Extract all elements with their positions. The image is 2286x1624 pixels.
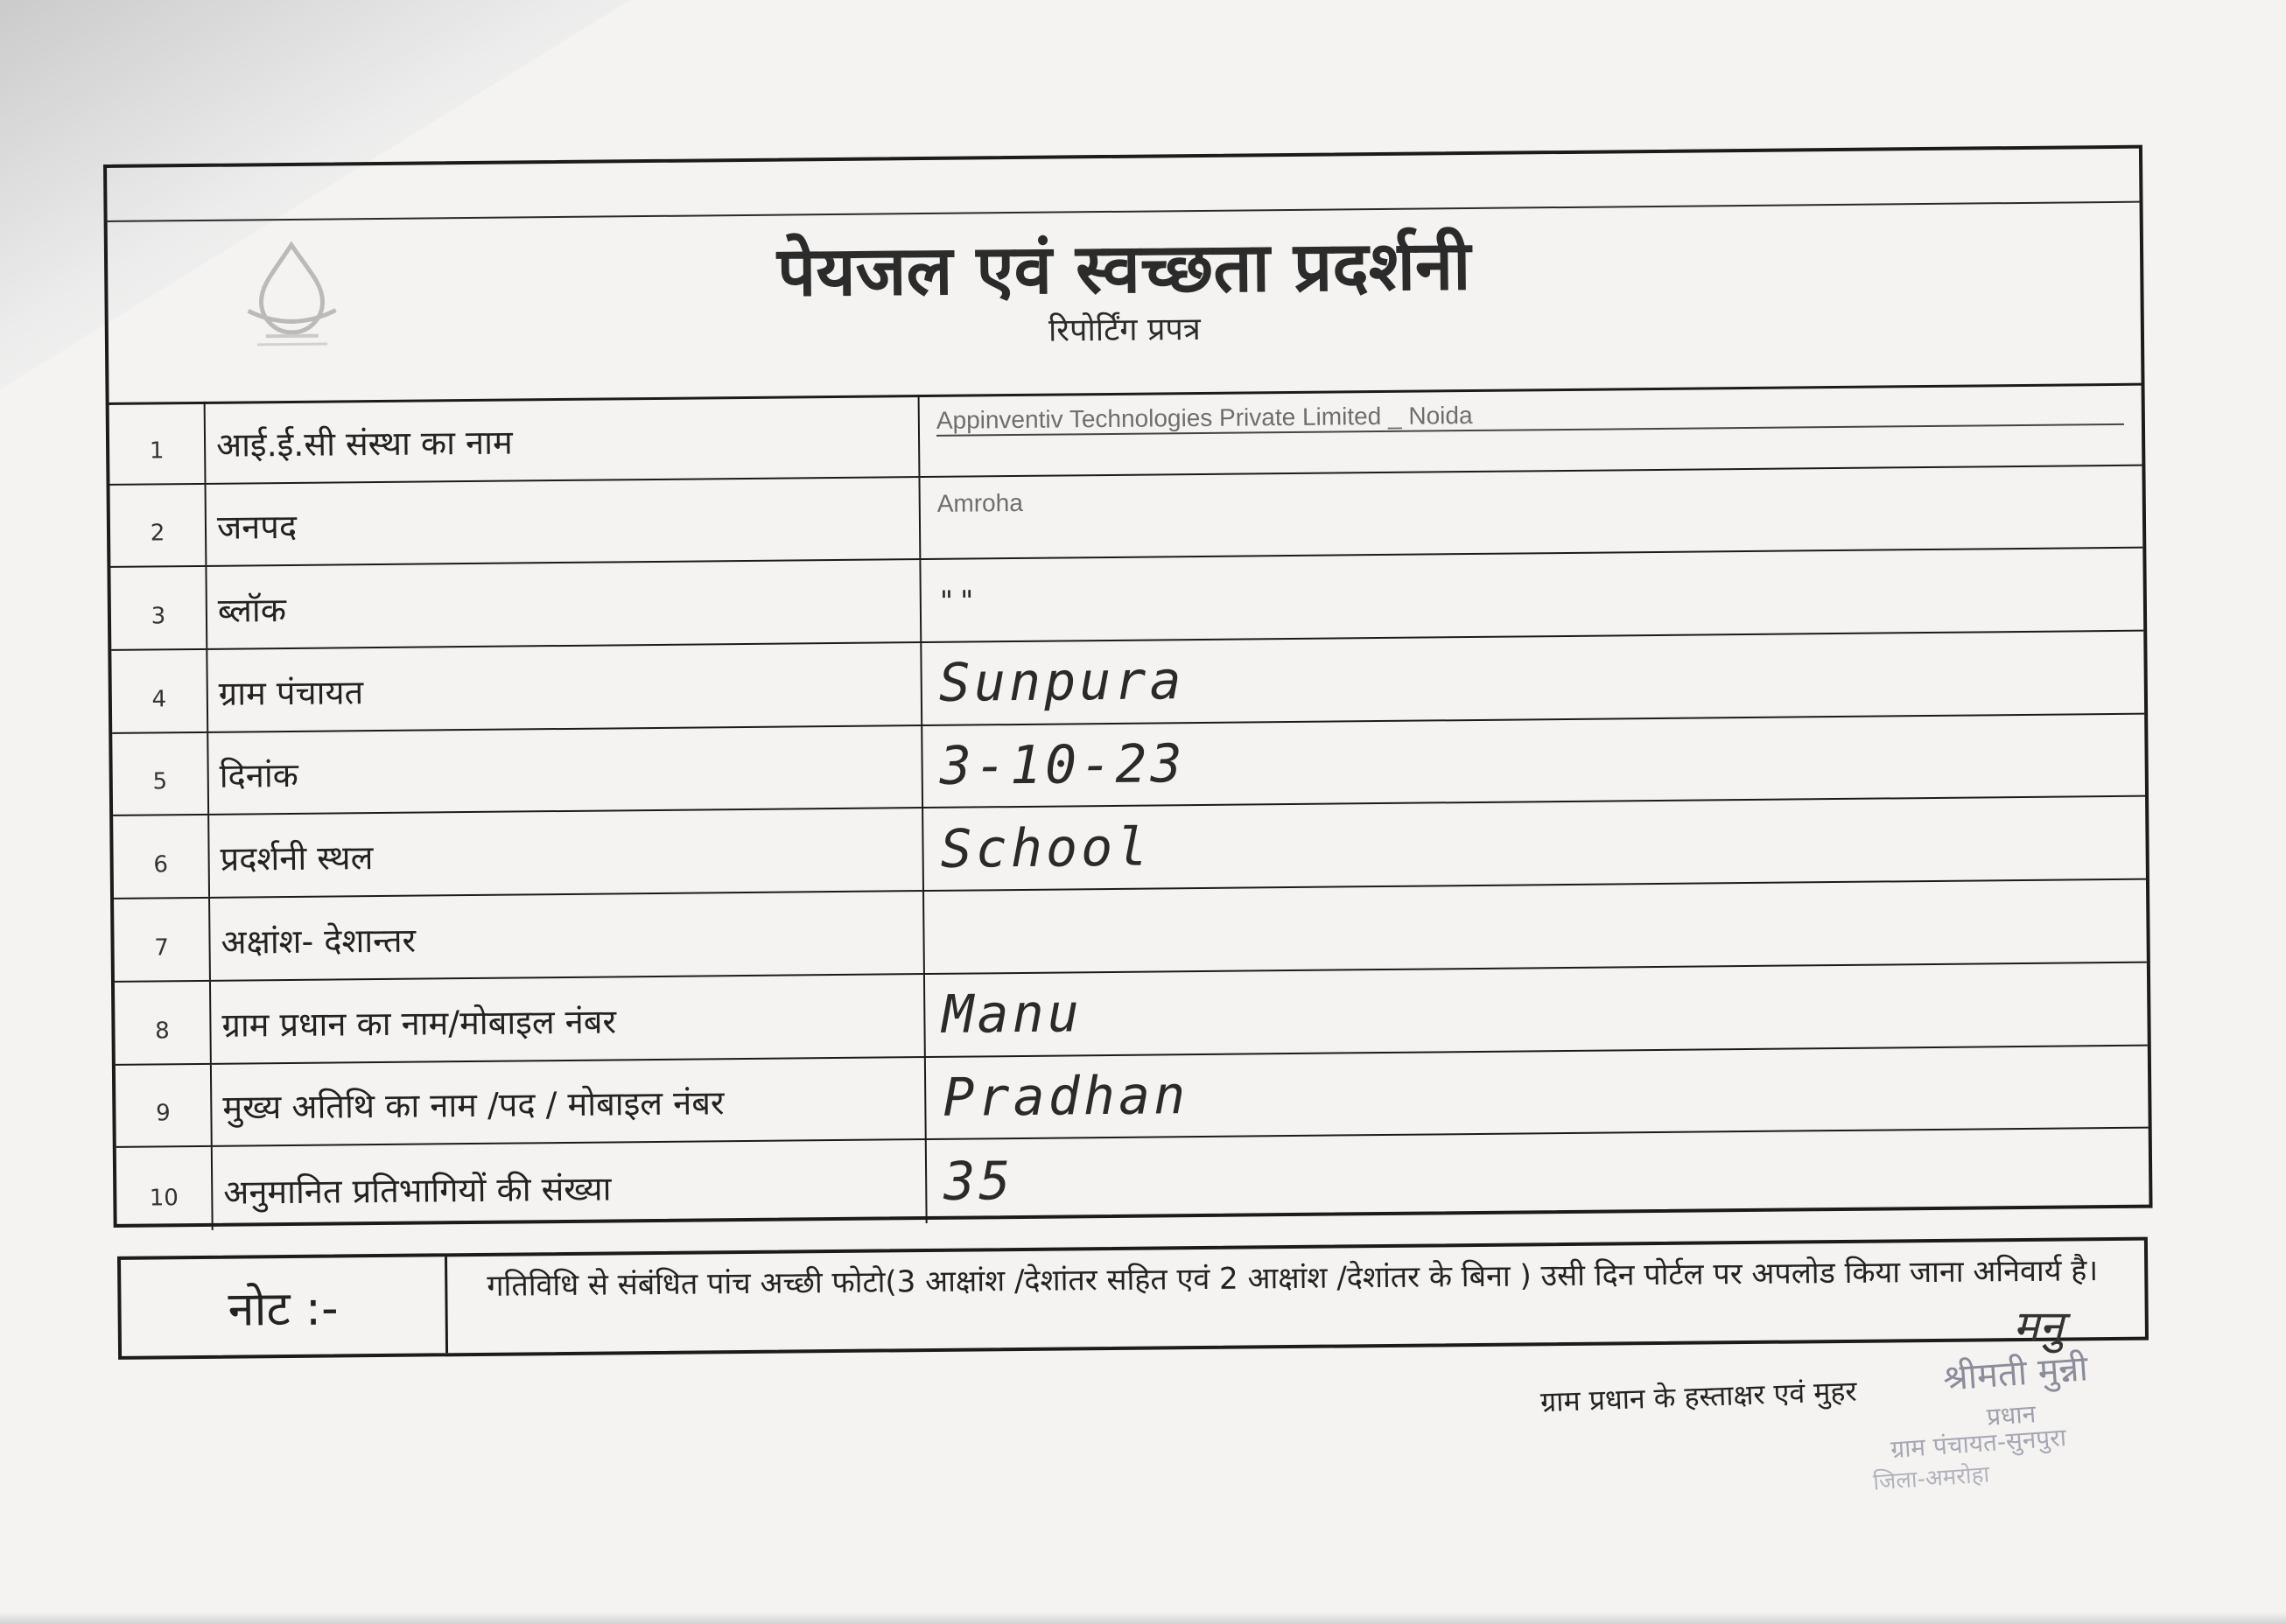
row-divider: [918, 395, 921, 476]
form-header: [107, 149, 2141, 405]
row-number: 5: [112, 733, 209, 816]
row-label: अनुमानित प्रतिभागियों की संख्या: [223, 1169, 612, 1212]
stamp-place: ग्राम पंचायत-सुनपुरा: [1890, 1423, 2067, 1464]
row-divider: [920, 643, 922, 724]
row-value-venue: School: [940, 816, 1152, 880]
row-number: 3: [110, 567, 207, 649]
row-divider: [923, 975, 926, 1056]
row-label: दिनांक: [219, 756, 299, 796]
signature-block: [1539, 1301, 2258, 1496]
row-label: ब्लॉक: [217, 591, 287, 630]
row-value-pradhan-name: Manu: [942, 983, 1083, 1046]
row-number: 4: [111, 650, 208, 732]
row-number: 10: [116, 1147, 214, 1231]
note-label: नोट :-: [121, 1256, 448, 1356]
page-bottom-shadow: [0, 1612, 2286, 1624]
row-label: आई.ई.सी संस्था का नाम: [215, 423, 513, 465]
row-label: मुख्य अतिथि का नाम /पद / मोबाइल नंबर: [222, 1083, 725, 1127]
row-number: 7: [114, 899, 211, 981]
row-number: 6: [113, 816, 210, 898]
row-number: 8: [115, 982, 212, 1064]
form-subtitle: रिपोर्टिंग प्रपत्र: [1048, 311, 1201, 349]
reporting-form-table: [103, 145, 2153, 1228]
row-value-text: Appinventiv Technologies Private Limited _ Noida: [936, 401, 1473, 434]
row-divider: [919, 560, 922, 641]
row-label: जनपद: [216, 508, 298, 548]
stamp-title: प्रधान: [1985, 1399, 2037, 1432]
row-label: ग्राम प्रधान का नाम/मोबाइल नंबर: [221, 1001, 617, 1045]
row-value-participant-count: 35: [943, 1150, 1014, 1213]
form-title: पेयजल एवं स्वच्छता प्रदर्शनी: [776, 226, 1471, 312]
row-value-iec-organization: [936, 383, 2125, 476]
row-value-lat-long: [941, 880, 2129, 973]
row-divider: [918, 478, 921, 559]
signature-label: ग्राम प्रधान के हस्ताक्षर एवं मुहर: [1539, 1374, 1858, 1419]
stamp-name: श्रीमती मुन्नी: [1941, 1348, 2090, 1399]
row-divider: [922, 808, 924, 890]
row-number: 9: [116, 1064, 213, 1146]
row-divider: [925, 1140, 928, 1223]
row-number: 2: [110, 485, 207, 567]
row-value-gram-panchayat: Sunpura: [938, 650, 1185, 715]
row-value-district: Amroha: [936, 488, 1023, 517]
row-number: 1: [109, 402, 207, 484]
row-label: ग्राम पंचायत: [218, 672, 364, 713]
row-value-date: 3-10-23: [939, 733, 1186, 797]
row-value-chief-guest: Pradhan: [942, 1064, 1189, 1129]
row-divider: [924, 1058, 927, 1139]
row-label: अक्षांश- देशान्तर: [221, 920, 417, 962]
form-frame: [103, 145, 2156, 1337]
note-text: गतिविधि से संबंधित पांच अच्छी फोटो(3 आक्षांश /देशांतर सहित एवं 2 आक्षांश /देशांतर के बिना ) उसी दिन पोर्टल पर अपलोड किया जाना अनिवार्य है।: [487, 1253, 2099, 1304]
form-rows: [109, 383, 2149, 1224]
row-divider: [921, 726, 923, 808]
handwritten-signature: मनु: [2013, 1301, 2064, 1352]
row-value-block: "": [937, 584, 979, 618]
row-label: प्रदर्शनी स्थल: [220, 838, 374, 878]
stamp-district: जिला-अमरोहा: [1872, 1461, 1991, 1496]
row-divider: [922, 892, 925, 973]
